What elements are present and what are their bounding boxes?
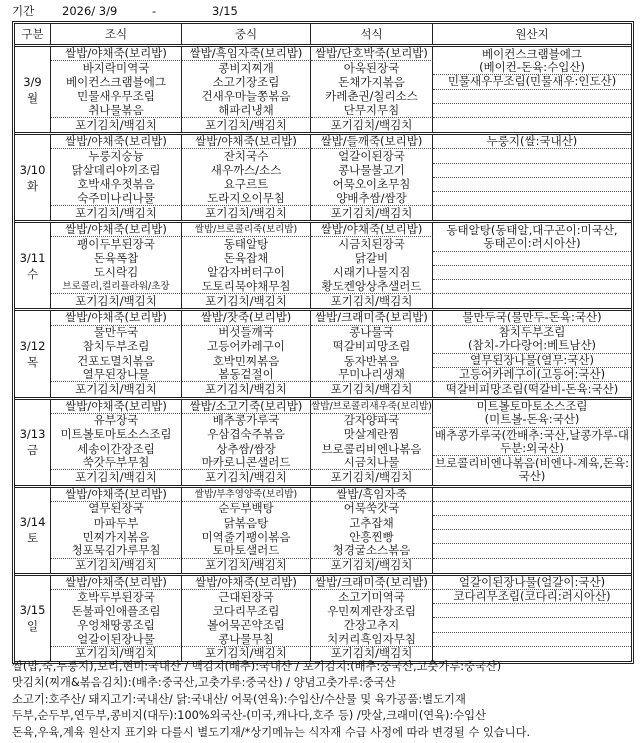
lunch-menu-item: 봄동겉절이 (182, 368, 311, 382)
lunch-menu-item: 포기김치/백김치 (182, 382, 311, 396)
origin-item (433, 164, 631, 178)
day-label (15, 488, 51, 573)
lunch-menu-item: 잔치국수 (182, 149, 311, 163)
day-block (15, 47, 631, 135)
breakfast-menu-item: 쌀밥/야채죽(보리밥) (51, 576, 182, 590)
breakfast-menu-item: 숙주미나리나물 (51, 192, 182, 206)
dinner-menu-item: 소고기미역국 (311, 590, 433, 604)
origin-item (433, 618, 631, 632)
day-rows (15, 47, 631, 661)
breakfast-menu-item: 베이컨스크램블에그 (51, 75, 182, 89)
breakfast-menu-item: 호박새우젓볶음 (51, 178, 182, 192)
day-date: 3/14 (19, 515, 46, 530)
dinner-menu-item: 아욱된장국 (311, 61, 433, 75)
period-end: 3/15 (212, 4, 238, 18)
lunch-menu-item: 쌀밥/잣죽(보리밥) (182, 311, 311, 325)
dinner-menu-item: 우민찌계란장조림 (311, 604, 433, 618)
dinner-menu-item: 콩나물국 (311, 326, 433, 340)
lunch-menu-item: 요구르트 (182, 178, 311, 192)
day-block (15, 400, 631, 488)
lunch-menu-item: 알감자버터구이 (182, 266, 311, 280)
origin-item: 누룽지(쌀:국내산) (433, 135, 631, 149)
dinner-menu-item: 황도켄앙상추샐러드 (311, 280, 433, 294)
origin-item (433, 90, 631, 104)
day-label (15, 311, 51, 396)
dinner-menu-item: 무미나리생채 (311, 368, 433, 382)
breakfast-menu-item: 쌀밥/야채죽(보리밥) (51, 47, 182, 61)
origin-item (433, 280, 631, 294)
breakfast-menu-item: 얼갈이된장나물 (51, 633, 182, 647)
breakfast-menu-item: 돈육폭찹 (51, 252, 182, 266)
dinner-menu-item: 어묵오이초무침 (311, 178, 433, 192)
breakfast-menu-item: 쑥갓두부무침 (51, 456, 182, 470)
lunch-menu-item: 포기김치/백김치 (182, 118, 311, 132)
breakfast-menu-item: 세송이간장조림 (51, 442, 182, 456)
header-breakfast: 조식 (51, 24, 182, 44)
breakfast-menu-item: 쌀밥/야채죽(보리밥) (51, 223, 182, 237)
lunch-menu-item: 마카로니콘샐러드 (182, 456, 311, 470)
lunch-menu-item: 포기김치/백김치 (182, 470, 311, 484)
note-line: 소고기:호주산/ 돼지고기:국내산/ 닭:국내산/ 어묵(연육):수입산/수산물 및 육가공품:별도기재 (12, 692, 466, 706)
breakfast-menu-item: 팽이두부된장국 (51, 237, 182, 251)
menu-table (12, 21, 634, 664)
day-date: 3/11 (19, 250, 46, 265)
period-label: 기간 (12, 4, 35, 18)
lunch-menu-item: 쌀밥/소고기죽(보리밥) (182, 400, 311, 414)
dinner-menu-item: 쌀밥/브로콜리새우죽(보리밥) (311, 400, 433, 414)
dinner-menu-item: 시금치된장국 (311, 237, 433, 251)
breakfast-menu-item: 취나물볶음 (51, 104, 182, 118)
dinner-menu-item: 간장고추지 (311, 618, 433, 632)
breakfast-menu-item: 포기김치/백김치 (51, 118, 182, 132)
breakfast-menu-item: 쌀밥/야채죽(보리밥) (51, 311, 182, 325)
dinner-menu-item: 포기김치/백김치 (311, 294, 433, 308)
dinner-menu-item: 치커리흑임자무침 (311, 633, 433, 647)
lunch-menu-item: 쌀밥/야채죽(보리밥) (182, 135, 311, 149)
breakfast-menu-item: 쌀밥/야채죽(보리밥) (51, 400, 182, 414)
lunch-menu-item: 쌀밥/부추영양죽(보리밥) (182, 488, 311, 502)
dinner-menu-item: 쌀밥/들깨죽(보리밥) (311, 135, 433, 149)
lunch-menu-item: 포기김치/백김치 (182, 206, 311, 220)
origin-item: 열무된장나물(열무:국산) (433, 354, 631, 368)
origin-item (433, 206, 631, 220)
period-dash: - (152, 4, 157, 18)
lunch-menu-item: 동태알탕 (182, 237, 311, 251)
lunch-menu-item: 버섯들깨국 (182, 326, 311, 340)
lunch-menu-item: 콩비지찌개 (182, 61, 311, 75)
dinner-menu-item: 청경굴소스볶음 (311, 544, 433, 558)
lunch-menu-item: 닭볶음탕 (182, 516, 311, 530)
day-weekday: 일 (26, 619, 39, 634)
origin-item: 참치두부조림 (참치-가다랑어:베트남산) (433, 326, 631, 354)
breakfast-menu-item: 닭살데리야끼조림 (51, 164, 182, 178)
lunch-menu-item: 소고기장조림 (182, 75, 311, 89)
origin-item (433, 633, 631, 647)
breakfast-menu-item: 포기김치/백김치 (51, 647, 182, 661)
day-block (15, 488, 631, 576)
dinner-menu-item: 단무지무침 (311, 104, 433, 118)
dinner-menu-item: 포기김치/백김치 (311, 118, 433, 132)
lunch-menu-item: 상추쌈/쌈장 (182, 442, 311, 456)
breakfast-menu-item: 미트볼토마토소스조림 (51, 428, 182, 442)
origin-item (433, 192, 631, 206)
day-date: 3/9 (23, 74, 42, 89)
header-category: 구분 (15, 24, 51, 44)
lunch-menu-item: 근대된장국 (182, 590, 311, 604)
table-header (15, 24, 631, 47)
breakfast-menu-item: 도시락김 (51, 266, 182, 280)
day-block (15, 576, 631, 661)
dinner-menu-item: 어묵쑥갓국 (311, 502, 433, 516)
breakfast-menu-item: 포기김치/백김치 (51, 382, 182, 396)
breakfast-menu-item: 물만두국 (51, 326, 182, 340)
lunch-menu-item: 포기김치/백김치 (182, 647, 311, 661)
lunch-menu-item: 호박민찌볶음 (182, 354, 311, 368)
lunch-menu-item: 쌀밥/흑임자죽(보리밥) (182, 47, 311, 61)
day-date: 3/15 (19, 603, 46, 618)
dinner-menu-item: 쌀밥/크래미죽(보리밥) (311, 576, 433, 590)
lunch-menu-item: 건새우마늘쫑볶음 (182, 90, 311, 104)
origin-item (433, 530, 631, 544)
origin-item (433, 516, 631, 530)
breakfast-menu-item: 돈불파인애플조림 (51, 604, 182, 618)
lunch-menu-item: 도라지오이무침 (182, 192, 311, 206)
breakfast-menu-item: 우엉채땅콩조림 (51, 618, 182, 632)
origin-item (433, 266, 631, 280)
origin-item: 코다리무조림(코다리:러시아산) (433, 590, 631, 604)
origin-item (433, 544, 631, 558)
dinner-menu-item: 시래기나물지짐 (311, 266, 433, 280)
lunch-menu-item: 배추콩가루국 (182, 414, 311, 428)
breakfast-menu-item: 민찌가지볶음 (51, 530, 182, 544)
breakfast-menu-item: 쌀밥/야채죽(보리밥) (51, 488, 182, 502)
note-line: 두부,순두부,연두부,콩비지(대두):100%외국산-(미국,캐나다,호주 등) /맛살,크래미(연육):수입산 (12, 709, 487, 723)
lunch-menu-item: 고등어카레구이 (182, 340, 311, 354)
origin-item: 동태알탕(동태알,대구곤이:미국산, 동태곤이:러시아산) (433, 223, 631, 251)
lunch-menu-item: 돈육잡채 (182, 252, 311, 266)
dinner-menu-item: 감자양파국 (311, 414, 433, 428)
lunch-menu-item: 새우까스/소스 (182, 164, 311, 178)
dinner-menu-item: 브로콜리비엔나볶음 (311, 442, 433, 456)
day-label (15, 223, 51, 308)
lunch-menu-item: 쌀밥/브로콜리죽(보리밥) (182, 223, 311, 237)
origin-notes (12, 659, 637, 741)
day-weekday: 목 (26, 354, 39, 369)
dinner-menu-item: 포기김치/백김치 (311, 559, 433, 573)
lunch-menu-item: 미역줄기팽이볶음 (182, 530, 311, 544)
dinner-menu-item: 양배추쌈/쌈장 (311, 192, 433, 206)
day-date: 3/10 (19, 162, 46, 177)
origin-item (433, 149, 631, 163)
lunch-menu-item: 토마토샐러드 (182, 544, 311, 558)
note-line: 맛김치(찌개&볶음김치):(배추:중국산,고춧가루:중국산) / 양념고춧가루:중국산 (12, 676, 396, 690)
day-date: 3/12 (19, 338, 46, 353)
dinner-menu-item: 돈채가지볶음 (311, 75, 433, 89)
lunch-menu-item: 우삼겹숙주볶음 (182, 428, 311, 442)
day-block (15, 135, 631, 223)
lunch-menu-item: 쌀밥/야채죽(보리밥) (182, 576, 311, 590)
dinner-menu-item: 콩나물불고기 (311, 164, 433, 178)
origin-item (433, 118, 631, 132)
breakfast-menu-item: 청포묵김가루무침 (51, 544, 182, 558)
lunch-menu-item: 볼어묵곤약조림 (182, 618, 311, 632)
origin-item: 배추콩가루국(깐배추:국산,날콩가루-대 두분:외국산) (433, 428, 631, 456)
dinner-menu-item: 맛살계란찜 (311, 428, 433, 442)
dinner-menu-item: 포기김치/백김치 (311, 647, 433, 661)
breakfast-menu-item: 건포도멸치볶음 (51, 354, 182, 368)
note-line: 쌀(밥,죽,누룽지),보리,현미:국내산 / 백김치(배추):국내산 / 포기김치:(배추:중국산,고춧가루:중국산) (12, 660, 502, 673)
origin-item: 베이컨스크램블에그 (베이컨-돈육:수입산) (433, 47, 631, 75)
dinner-menu-item: 카레춘권/칠리소스 (311, 90, 433, 104)
dinner-menu-item: 닭갈비 (311, 252, 433, 266)
dinner-menu-item: 쌀밥/크래미죽(보리밥) (311, 311, 433, 325)
origin-item (433, 294, 631, 308)
breakfast-menu-item: 포기김치/백김치 (51, 294, 182, 308)
origin-item: 고등어카레구이(고등어:국산) (433, 368, 631, 382)
lunch-menu-item: 도토리묵야채무침 (182, 280, 311, 294)
lunch-menu-item: 콩나물무침 (182, 633, 311, 647)
header-origin: 원산지 (515, 27, 549, 41)
dinner-menu-item: 떡갈비피망조림 (311, 340, 433, 354)
origin-item: 민물새우무조림(민물새우:인도산) (433, 75, 631, 89)
day-label (15, 47, 51, 132)
header-lunch: 중식 (182, 24, 311, 44)
dinner-menu-item: 얼갈이된장국 (311, 149, 433, 163)
origin-item: 떡갈비피망조림(떡갈비-돈육:국산) (445, 381, 619, 396)
dinner-menu-item: 동자반볶음 (311, 354, 433, 368)
day-weekday: 토 (26, 531, 39, 546)
breakfast-menu-item: 참치두부조림 (51, 340, 182, 354)
day-weekday: 수 (26, 266, 39, 281)
day-label (15, 576, 51, 661)
origin-item (433, 104, 631, 118)
lunch-menu-item: 포기김치/백김치 (182, 294, 311, 308)
note-line: 돈육,우육,계육 원산지 표기와 다를시 별도기재/*상기메뉴는 식자재 수급 사정에 따라 변경될 수 있습니다. (12, 725, 531, 739)
day-block (15, 223, 631, 311)
origin-item: 브로콜리비엔나볶음(비엔나-계육,돈육: 국산) (435, 456, 629, 484)
day-block (15, 311, 631, 399)
breakfast-menu-item: 포기김치/백김치 (51, 470, 182, 484)
dinner-menu-item: 포기김치/백김치 (311, 470, 433, 484)
breakfast-menu-item: 민물새우무조림 (51, 90, 182, 104)
breakfast-menu-item: 유부장국 (51, 414, 182, 428)
breakfast-menu-item: 브로콜리,컬리플라워/초장 (51, 280, 182, 294)
day-weekday: 금 (26, 443, 39, 458)
breakfast-menu-item: 열무된장국 (51, 502, 182, 516)
dinner-menu-item: 포기김치/백김치 (311, 206, 433, 220)
origin-item: 얼갈이된장나물(얼갈이:국산) (433, 576, 631, 590)
day-weekday: 화 (26, 178, 39, 193)
origin-item (433, 178, 631, 192)
period-start: 2026/ 3/9 (62, 4, 118, 18)
lunch-menu-item: 순두부백탕 (182, 502, 311, 516)
breakfast-menu-item: 포기김치/백김치 (51, 206, 182, 220)
dinner-menu-item: 안흥찐빵 (311, 530, 433, 544)
dinner-menu-item: 쌀밥/흑임자죽 (311, 488, 433, 502)
breakfast-menu-item: 쌀밥/야채죽(보리밥) (51, 135, 182, 149)
header-dinner: 석식 (311, 24, 433, 44)
dinner-menu-item: 포기김치/백김치 (311, 382, 433, 396)
origin-item: 물만두국(물만두-돈육:국산) (433, 311, 631, 325)
day-label (15, 135, 51, 220)
lunch-menu-item: 해파리냉채 (182, 104, 311, 118)
lunch-menu-item: 코다리무조림 (182, 604, 311, 618)
dinner-menu-item: 고추잡채 (311, 516, 433, 530)
lunch-menu-item: 포기김치/백김치 (182, 559, 311, 573)
breakfast-menu-item: 바지락미역국 (51, 61, 182, 75)
breakfast-menu-item: 마파두부 (51, 516, 182, 530)
dinner-menu-item: 시금치나물 (311, 456, 433, 470)
breakfast-menu-item: 호박두부된장국 (51, 590, 182, 604)
origin-item (433, 604, 631, 618)
day-weekday: 월 (26, 90, 39, 105)
breakfast-menu-item: 누룽지숭늉 (51, 149, 182, 163)
breakfast-menu-item: 포기김치/백김치 (51, 559, 182, 573)
origin-item (433, 252, 631, 266)
breakfast-menu-item: 열무된장나물 (51, 368, 182, 382)
day-label (15, 400, 51, 485)
period-header (12, 3, 238, 19)
origin-item: 미트볼토마토소스조림 (미트볼-돈육:국산) (433, 400, 631, 428)
origin-item (433, 488, 631, 502)
origin-item (433, 502, 631, 516)
day-date: 3/13 (19, 427, 46, 442)
dinner-menu-item: 쌀밥/단호박죽(보리밥) (311, 47, 433, 61)
origin-item (433, 559, 631, 573)
dinner-menu-item: 쌀밥/야채죽(보리밥) (311, 223, 433, 237)
